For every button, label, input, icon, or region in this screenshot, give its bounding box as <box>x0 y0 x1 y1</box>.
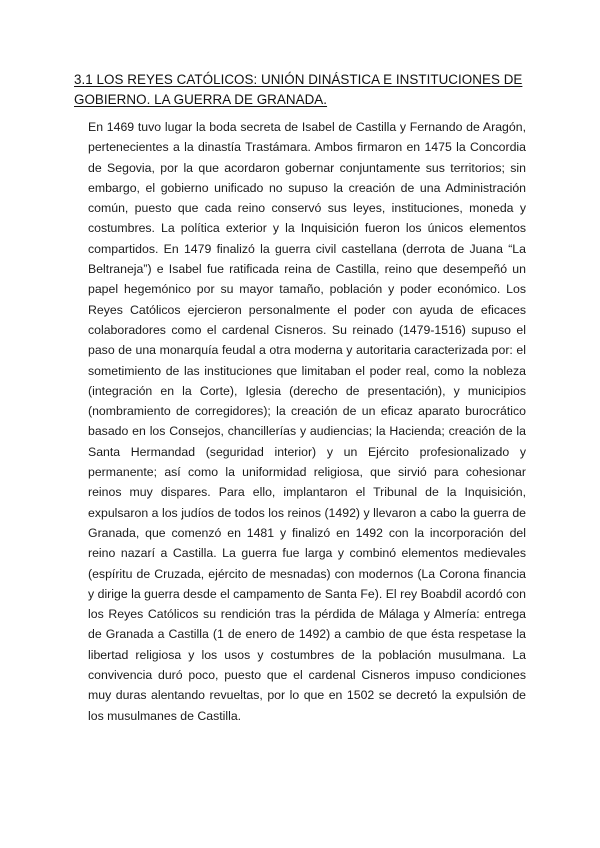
section-heading: 3.1 LOS REYES CATÓLICOS: UNIÓN DINÁSTICA E INSTITUCIONES DE GOBIERNO. LA GUERRA DE GRANADA. <box>74 72 523 107</box>
body-paragraph: En 1469 tuvo lugar la boda secreta de Isabel de Castilla y Fernando de Aragón, pertenecientes a la dinastía Trastámara. Ambos firmaron en 1475 la Concordia de Segovia, por la que acordaron gobernar conjuntamente sus territorios; sin embargo, el gobierno unificado no supuso la creación de una Administración común, puesto que cada reino conservó sus leyes, instituciones, moneda y costumbres. La política exterior y la Inquisición fueron los únicos elementos compartidos. En 1479 finalizó la guerra civil castellana (derrota de Juana “La Beltraneja”) e Isabel fue ratificada reina de Castilla, reino que desempeñó un papel hegemónico por su mayor tamaño, población y poder económico. Los Reyes Católicos ejercieron personalmente el poder con ayuda de eficaces colaboradores como el cardenal Cisneros. Su reinado (1479-1516) supuso el paso de una monarquía feudal a otra moderna y autoritaria caracterizada por: el sometimiento de las instituciones que limitaban el poder real, como la nobleza (integración en la Corte), Iglesia (derecho de presentación), y municipios (nombramiento de corregidores); la creación de un eficaz aparato burocrático basado en los Consejos, chancillerías y audiencias; la Hacienda; creación de la Santa Hermandad (seguridad interior) y un Ejército profesionalizado y permanente; así como la uniformidad religiosa, que sirvió para cohesionar reinos muy dispares. Para ello, implantaron el Tribunal de la Inquisición, expulsaron a los judíos de todos los reinos (1492) y llevaron a cabo la guerra de Granada, que comenzó en 1481 y finalizó en 1492 con la incorporación del reino nazarí a Castilla. La guerra fue larga y combinó elementos medievales (espíritu de Cruzada, ejército de mesnadas) con modernos (La Corona financia y dirige la guerra desde el campamento de Santa Fe). El rey Boabdil acordó con los Reyes Católicos su rendición tras la pérdida de Málaga y Almería: entrega de Granada a Castilla (1 de enero de 1492) a cambio de que ésta respetase la libertad religiosa y los usos y costumbres de la población musulmana. La convivencia duró poco, puesto que el cardenal Cisneros impuso condiciones muy duras alentando revueltas, por lo que en 1502 se decretó la expulsión de los musulmanes de Castilla. <box>88 120 526 723</box>
